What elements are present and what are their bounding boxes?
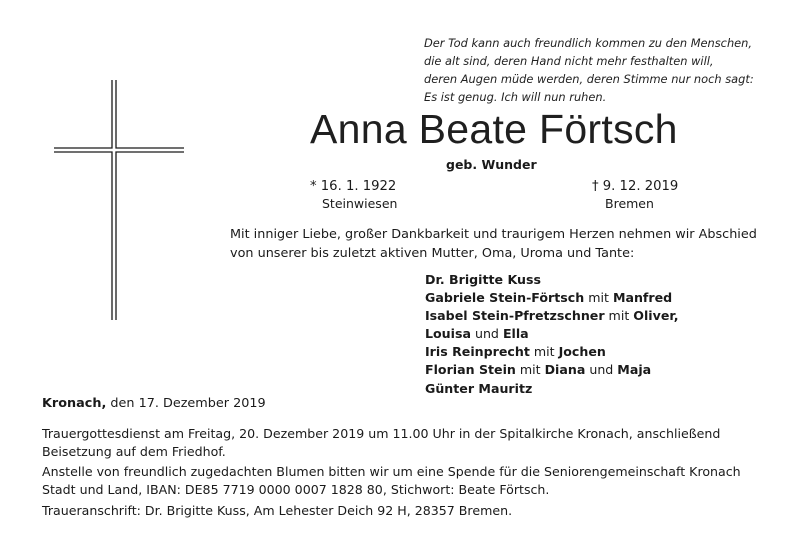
poem xyxy=(424,34,784,106)
intro-line: Mit inniger Liebe, großer Dankbarkeit und traurigem Herzen nehmen wir Abschied xyxy=(230,227,757,242)
place-date xyxy=(42,396,266,411)
poem-line: die alt sind, deren Hand nicht mehr festhalten will, xyxy=(424,54,714,68)
intro-text xyxy=(230,226,770,263)
poem-line: deren Augen müde werden, deren Stimme nur noch sagt: xyxy=(424,72,754,86)
notice-line: Traueranschrift: Dr. Brigitte Kuss, Am Lehester Deich 92 H, 28357 Bremen. xyxy=(42,503,513,518)
intro-line: von unserer bis zuletzt aktiven Mutter, Oma, Uroma und Tante: xyxy=(230,245,635,261)
connector-text: mit xyxy=(529,344,559,360)
birth-name: geb. Wunder xyxy=(446,157,537,172)
mourner-line xyxy=(425,380,679,398)
mourner-line xyxy=(425,271,679,289)
mourner-name: Oliver, xyxy=(633,308,679,324)
mourner-name: Jochen xyxy=(558,344,606,360)
connector-text: mit xyxy=(584,290,613,306)
mourner-name: Manfred xyxy=(612,290,673,306)
mourner-name: Ella xyxy=(502,326,529,342)
mourner-name: Diana xyxy=(544,362,586,378)
mourner-line xyxy=(425,289,679,307)
mourner-name: Florian Stein xyxy=(425,362,516,378)
mourner-name: Louisa xyxy=(425,326,471,342)
notice-line: Anstelle von freundlich zugedachten Blumen bitten wir um eine Spende für die Seniorengemeinschaft Kronach xyxy=(42,464,741,479)
deceased-name: Anna Beate Förtsch xyxy=(310,106,678,152)
mourner-name: Günter Mauritz xyxy=(425,380,533,396)
condolence-address xyxy=(42,502,782,520)
cross-icon xyxy=(54,80,184,320)
mourner-line xyxy=(425,343,679,361)
birth-place: Steinwiesen xyxy=(322,196,398,211)
date: den 17. Dezember 2019 xyxy=(106,396,266,411)
poem-line: Der Tod kann auch freundlich kommen zu den Menschen, xyxy=(424,36,753,50)
mourner-name: Isabel Stein-Pfretzschner xyxy=(425,308,605,324)
donation-notice xyxy=(42,463,782,499)
birth-date: * 16. 1. 1922 xyxy=(310,179,397,194)
connector-text: mit xyxy=(604,308,634,324)
death-place: Bremen xyxy=(605,196,654,211)
connector-text: mit xyxy=(515,362,545,378)
mourner-name: Iris Reinprecht xyxy=(425,344,530,360)
mourner-name: Maja xyxy=(617,362,652,378)
notice-line: Trauergottesdienst am Freitag, 20. Dezember 2019 um 11.00 Uhr in der Spitalkirche Kronach, anschließend xyxy=(42,426,721,441)
connector-text: und xyxy=(470,326,503,342)
place: Kronach, xyxy=(42,396,107,411)
mourner-name: Gabriele Stein-Förtsch xyxy=(425,290,585,306)
mourner-line xyxy=(425,325,679,343)
mourner-line xyxy=(425,361,679,379)
mourner-line xyxy=(425,307,679,325)
death-date: † 9. 12. 2019 xyxy=(592,179,679,194)
mourner-name: Dr. Brigitte Kuss xyxy=(425,272,541,287)
notice-line: Beisetzung auf dem Friedhof. xyxy=(42,444,226,459)
poem-line: Es ist genug. Ich will nun ruhen. xyxy=(424,90,607,104)
notice-line: Stadt und Land, IBAN: DE85 7719 0000 0007 1828 80, Stichwort: Beate Förtsch. xyxy=(42,482,550,497)
connector-text: und xyxy=(585,362,618,378)
mourners-list xyxy=(425,271,679,398)
service-notice xyxy=(42,425,782,461)
